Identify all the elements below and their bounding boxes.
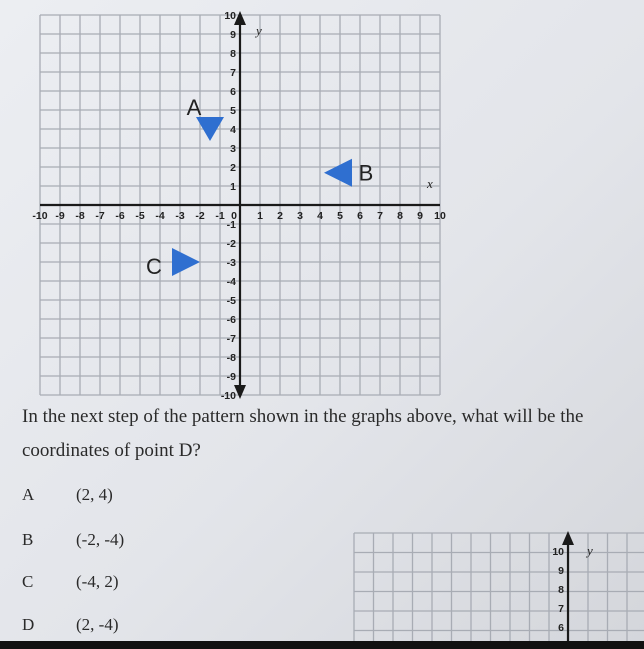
y-tick-label: 8 <box>230 48 236 60</box>
y-tick-label: -4 <box>226 276 236 288</box>
choice-c-letter: C <box>22 572 34 591</box>
x-tick-label: 7 <box>377 210 383 222</box>
y-tick-label: -9 <box>226 371 236 383</box>
choice-c[interactable] <box>22 572 222 596</box>
x-tick-label: -5 <box>135 210 145 222</box>
choice-c-value: (-4, 2) <box>76 572 119 591</box>
y-tick-label: 10 <box>224 10 236 22</box>
x-tick-label: 0 <box>231 210 237 222</box>
y-tick-label: 6 <box>230 86 236 98</box>
x-tick-label: -10 <box>32 210 48 222</box>
choice-b-value: (-2, -4) <box>76 530 125 549</box>
triangle-b <box>324 159 352 187</box>
y-tick-label: -7 <box>226 333 236 345</box>
answer-grid-partial <box>344 519 644 649</box>
x-tick-label: -6 <box>115 210 125 222</box>
y-tick-label: -3 <box>226 257 236 269</box>
x-tick-label: 1 <box>257 210 263 222</box>
y-tick-label: -2 <box>226 238 236 250</box>
y-axis-name: y <box>256 23 262 38</box>
x-tick-label: -2 <box>195 210 205 222</box>
x-tick-label: 3 <box>297 210 303 222</box>
x-tick-label: -8 <box>75 210 85 222</box>
choice-a-letter: A <box>22 485 35 504</box>
x-tick-label: 10 <box>434 210 446 222</box>
photo-edge <box>0 641 644 649</box>
mini-y-tick-label: 10 <box>552 546 564 558</box>
choice-b[interactable] <box>22 530 222 554</box>
choice-d-value: (2, -4) <box>76 615 119 634</box>
y-tick-label: 2 <box>230 162 236 174</box>
mini-y-tick-label: 8 <box>558 584 564 596</box>
mini-y-tick-label: 9 <box>558 565 564 577</box>
y-tick-label: 1 <box>230 181 236 193</box>
x-tick-label: 4 <box>317 210 323 222</box>
choice-d[interactable] <box>22 615 222 639</box>
choice-d-letter: D <box>22 615 35 634</box>
mini-y-tick-label: 6 <box>558 622 564 634</box>
x-tick-label: -3 <box>175 210 185 222</box>
triangle-c <box>172 248 200 276</box>
y-tick-label: -1 <box>226 219 236 231</box>
x-tick-label: 6 <box>357 210 363 222</box>
choice-b-letter: B <box>22 530 34 549</box>
point-label-a: A <box>186 95 202 120</box>
point-label-b: B <box>358 160 374 186</box>
mini-y-axis-name: y <box>587 543 593 558</box>
question-line-2: coordinates of point D? <box>22 440 201 461</box>
y-tick-label: 5 <box>230 105 236 117</box>
x-tick-label: -4 <box>155 210 165 222</box>
x-tick-label: -7 <box>95 210 105 222</box>
x-tick-label: -1 <box>215 210 225 222</box>
question-line-1: In the next step of the pattern shown in the graphs above, what will be the <box>22 406 584 427</box>
choice-a[interactable] <box>22 485 222 509</box>
x-tick-label: 9 <box>417 210 423 222</box>
question-text <box>22 400 644 468</box>
y-tick-label: -5 <box>226 295 236 307</box>
x-tick-label: 5 <box>337 210 343 222</box>
x-tick-label: 8 <box>397 210 403 222</box>
x-axis-name: x <box>427 176 433 191</box>
y-tick-label: 3 <box>230 143 236 155</box>
x-tick-label: 2 <box>277 210 283 222</box>
y-tick-label: -8 <box>226 352 236 364</box>
x-tick-label: -9 <box>55 210 65 222</box>
y-tick-label: 4 <box>230 124 236 136</box>
mini-y-tick-label: 7 <box>558 603 564 615</box>
y-tick-label: -6 <box>226 314 236 326</box>
y-tick-label: 7 <box>230 67 236 79</box>
choice-a-value: (2, 4) <box>76 485 113 504</box>
y-tick-label: 9 <box>230 29 236 41</box>
point-label-c: C <box>146 254 162 279</box>
y-tick-label: -10 <box>220 390 236 402</box>
